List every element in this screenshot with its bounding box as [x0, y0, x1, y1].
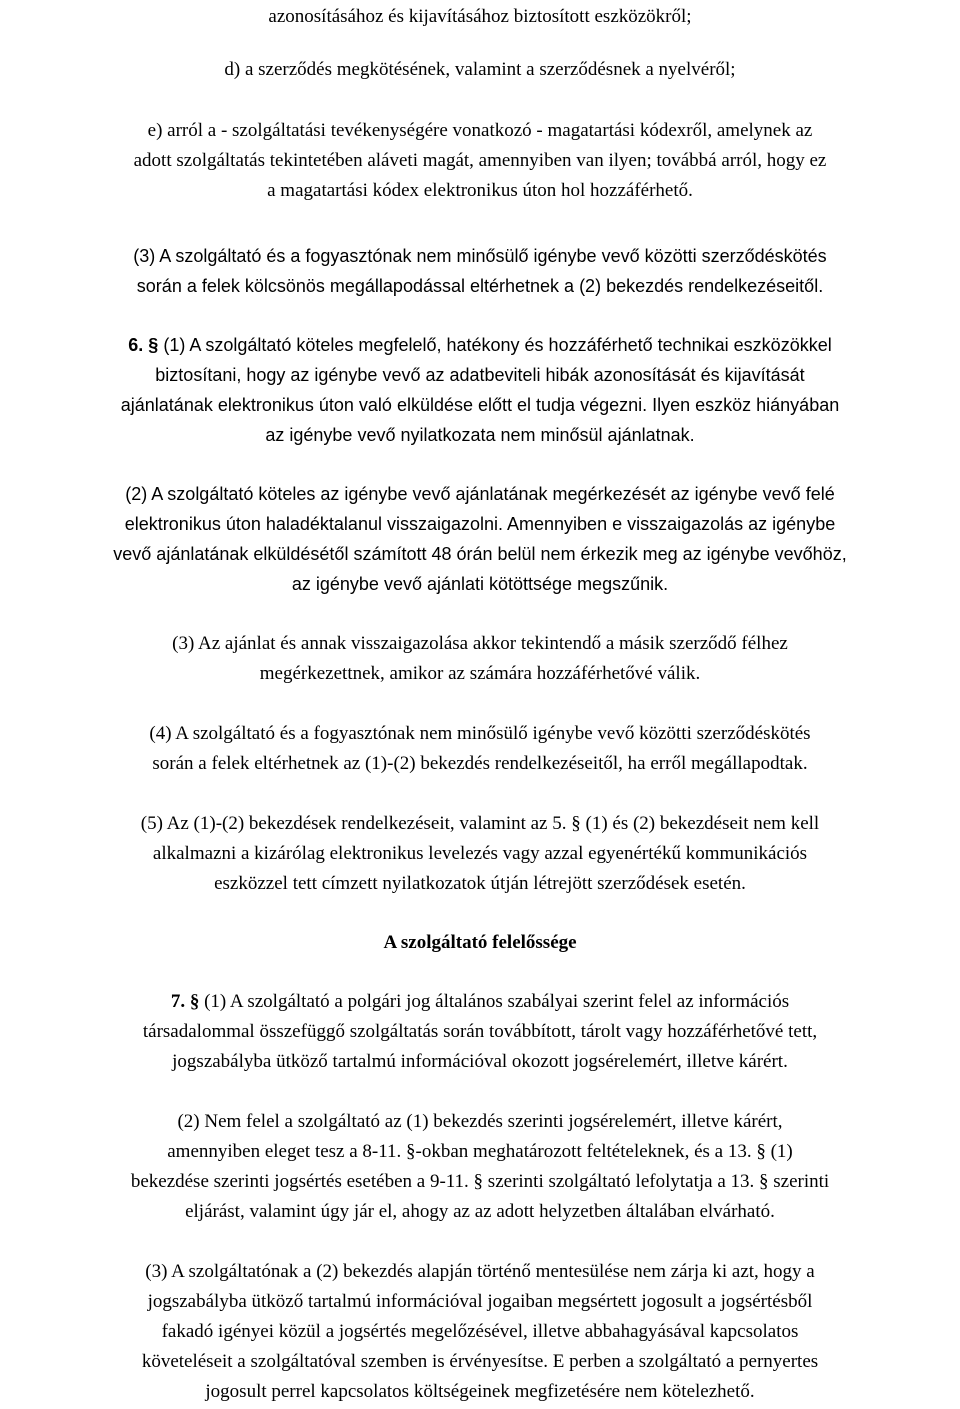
text-line: követeléseit a szolgáltatóval szemben is érvényesítse. E perben a szolgáltató a pernyertes [141, 1351, 819, 1372]
text-line: adott szolgáltatás tekintetében aláveti magát, amennyiben van ilyen; továbbá arról, hogy ez [133, 150, 827, 171]
text-line: azonosításához és kijavításához biztosított eszközökről; [268, 6, 692, 27]
text-line: jogszabályba ütköző tartalmú információval jogaiban megsértett jogosult a jogsértésből [147, 1291, 813, 1312]
text-line: elektronikus úton haladéktalanul visszaigazolni. Amennyiben e visszaigazolás az igénybe [124, 514, 836, 534]
text-line: fakadó igényei közül a jogsértés megelőzésével, illetve abbahagyásával kapcsolatos [161, 1321, 799, 1342]
text-line: társadalommal összefüggő szolgáltatás során továbbított, tárolt vagy hozzáférhetővé tett, [142, 1021, 818, 1042]
text-line: az igénybe vevő ajánlati kötöttsége megszűnik. [291, 574, 669, 594]
section-heading-line [8, 987, 952, 1017]
section-number: 7. [170, 991, 186, 1012]
text-span: (1) A szolgáltató köteles megfelelő, hatékony és hozzáférhető technikai eszközökkel [163, 335, 832, 355]
section-number: 6. [128, 335, 144, 355]
text-line: eljárást, valamint úgy jár el, ahogy az az adott helyzetben általában elvárható. [185, 1201, 775, 1222]
text-line: (2) A szolgáltató köteles az igénybe vevő ajánlatának megérkezését az igénybe vevő felé [125, 484, 835, 504]
text-line: jogszabályba ütköző tartalmú információval okozott jogsérelemért, illetve kárért. [172, 1051, 788, 1072]
text-line: amennyiben eleget tesz a 8-11. §-okban meghatározott feltételeknek, és a 13. § (1) [167, 1141, 793, 1162]
text-line: ajánlatának elektronikus úton való elküldése előtt el tudja végezni. Ilyen eszköz hiányában [120, 395, 840, 415]
text-line: jogosult perrel kapcsolatos költségeinek megfizetésére nem kötelezhető. [205, 1381, 755, 1402]
text-line: az igénybe vevő nyilatkozata nem minősül ajánlatnak. [265, 425, 695, 445]
text-span: (1) A szolgáltató a polgári jog általános szabályai szerint felel az információs [204, 991, 790, 1012]
text-line: a magatartási kódex elektronikus úton hol hozzáférhető. [267, 180, 693, 201]
text-line: biztosítani, hogy az igénybe vevő az adatbeviteli hibák azonosítását és kijavítását [155, 365, 805, 385]
text-line: (3) A szolgáltató és a fogyasztónak nem minősülő igénybe vevő közötti szerződéskötés [133, 246, 827, 266]
text-line: (3) A szolgáltatónak a (2) bekezdés alapján történő mentesülése nem zárja ki azt, hogy a [145, 1261, 815, 1282]
text-line: megérkezettnek, amikor az számára hozzáférhetővé válik. [259, 663, 701, 684]
text-line: eszközzel tett címzett nyilatkozatok útján létrejött szerződések esetén. [214, 873, 746, 894]
section-sign: § [148, 335, 159, 355]
text-line: (3) Az ajánlat és annak visszaigazolása akkor tekintendő a másik szerződő félhez [172, 633, 788, 654]
section-heading-line [8, 330, 952, 360]
text-line: (4) A szolgáltató és a fogyasztónak nem minősülő igénybe vevő közötti szerződéskötés [149, 723, 811, 744]
text-line: vevő ajánlatának elküldésétől számított 48 órán belül nem érkezik meg az igénybe vevőhöz, [113, 544, 847, 564]
text-line: e) arról a - szolgáltatási tevékenységére vonatkozó - magatartási kódexről, amelynek az [147, 120, 813, 141]
text-line: (2) Nem felel a szolgáltató az (1) bekezdés szerinti jogsérelemért, illetve kárért, [177, 1111, 783, 1132]
text-line: alkalmazni a kizárólag elektronikus levelezés vagy azzal egyenértékű kommunikációs [152, 843, 808, 864]
text-line: során a felek eltérhetnek az (1)-(2) bekezdés rendelkezéseitől, ha erről megállapodtak. [152, 753, 808, 774]
text-line: d) a szerződés megkötésének, valamint a szerződésnek a nyelvéről; [224, 59, 736, 80]
section-sign: § [189, 991, 200, 1012]
text-line: bekezdése szerinti jogsértés esetében a 9-11. § szerinti szolgáltató lefolytatja a 13. § szerinti [130, 1171, 830, 1192]
section-title: A szolgáltató felelőssége [383, 932, 577, 953]
text-line: során a felek kölcsönös megállapodással eltérhetnek a (2) bekezdés rendelkezéseitől. [136, 276, 824, 296]
text-line: (5) Az (1)-(2) bekezdések rendelkezéseit, valamint az 5. § (1) és (2) bekezdéseit nem kell [140, 813, 820, 834]
